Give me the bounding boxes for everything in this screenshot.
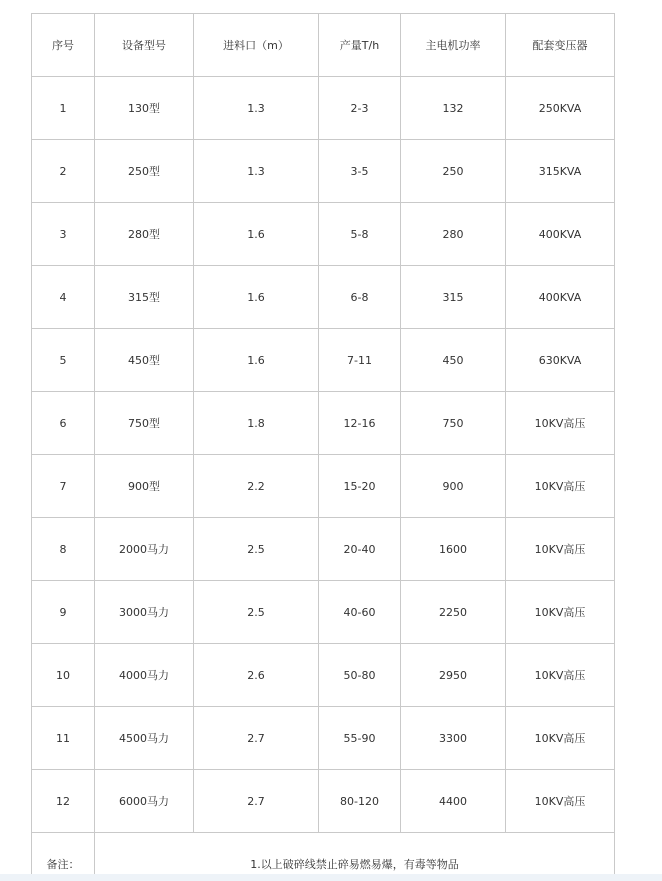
cell-output: 50-80 <box>319 644 401 707</box>
note-text: 1.以上破碎线禁止碎易燃易爆，有毒等物品 <box>95 833 615 881</box>
cell-index: 10 <box>32 644 95 707</box>
cell-motor-power: 280 <box>401 203 506 266</box>
cell-index: 11 <box>32 707 95 770</box>
cell-model: 450型 <box>95 329 194 392</box>
table-row <box>32 644 615 707</box>
table-row <box>32 77 615 140</box>
table-row <box>32 266 615 329</box>
cell-index: 9 <box>32 581 95 644</box>
header-motor-power: 主电机功率 <box>401 14 506 77</box>
cell-model: 250型 <box>95 140 194 203</box>
cell-feed-opening: 1.8 <box>194 392 319 455</box>
cell-model: 6000马力 <box>95 770 194 833</box>
cell-output: 3-5 <box>319 140 401 203</box>
cell-index: 1 <box>32 77 95 140</box>
cell-feed-opening: 2.5 <box>194 581 319 644</box>
cell-motor-power: 250 <box>401 140 506 203</box>
cell-output: 12-16 <box>319 392 401 455</box>
cell-transformer: 10KV高压 <box>506 455 615 518</box>
cell-index: 7 <box>32 455 95 518</box>
table-header-row <box>32 14 615 77</box>
cell-index: 5 <box>32 329 95 392</box>
table-row <box>32 581 615 644</box>
table-row <box>32 392 615 455</box>
cell-feed-opening: 1.3 <box>194 77 319 140</box>
cell-model: 280型 <box>95 203 194 266</box>
cell-model: 315型 <box>95 266 194 329</box>
table-row <box>32 329 615 392</box>
cell-model: 130型 <box>95 77 194 140</box>
header-model: 设备型号 <box>95 14 194 77</box>
cell-output: 80-120 <box>319 770 401 833</box>
table-row <box>32 770 615 833</box>
cell-motor-power: 4400 <box>401 770 506 833</box>
cell-motor-power: 1600 <box>401 518 506 581</box>
cell-model: 750型 <box>95 392 194 455</box>
cell-feed-opening: 2.5 <box>194 518 319 581</box>
cell-feed-opening: 2.6 <box>194 644 319 707</box>
cell-motor-power: 3300 <box>401 707 506 770</box>
cell-output: 7-11 <box>319 329 401 392</box>
cell-output: 20-40 <box>319 518 401 581</box>
cell-transformer: 315KVA <box>506 140 615 203</box>
cell-feed-opening: 2.7 <box>194 770 319 833</box>
table-row <box>32 707 615 770</box>
bottom-strip <box>0 874 662 881</box>
header-transformer: 配套变压器 <box>506 14 615 77</box>
cell-feed-opening: 1.3 <box>194 140 319 203</box>
table-row <box>32 203 615 266</box>
cell-index: 6 <box>32 392 95 455</box>
cell-motor-power: 132 <box>401 77 506 140</box>
cell-feed-opening: 1.6 <box>194 203 319 266</box>
cell-output: 15-20 <box>319 455 401 518</box>
cell-motor-power: 315 <box>401 266 506 329</box>
cell-output: 2-3 <box>319 77 401 140</box>
cell-model: 900型 <box>95 455 194 518</box>
cell-transformer: 10KV高压 <box>506 770 615 833</box>
cell-transformer: 630KVA <box>506 329 615 392</box>
spec-table <box>31 13 615 881</box>
cell-index: 2 <box>32 140 95 203</box>
cell-index: 8 <box>32 518 95 581</box>
cell-output: 55-90 <box>319 707 401 770</box>
cell-feed-opening: 2.7 <box>194 707 319 770</box>
header-index: 序号 <box>32 14 95 77</box>
cell-transformer: 250KVA <box>506 77 615 140</box>
cell-motor-power: 2250 <box>401 581 506 644</box>
cell-index: 12 <box>32 770 95 833</box>
cell-transformer: 400KVA <box>506 203 615 266</box>
cell-feed-opening: 1.6 <box>194 266 319 329</box>
header-output: 产量T/h <box>319 14 401 77</box>
cell-output: 5-8 <box>319 203 401 266</box>
cell-transformer: 10KV高压 <box>506 392 615 455</box>
cell-motor-power: 450 <box>401 329 506 392</box>
cell-motor-power: 2950 <box>401 644 506 707</box>
note-label: 备注： <box>32 833 95 881</box>
table-row <box>32 455 615 518</box>
cell-feed-opening: 2.2 <box>194 455 319 518</box>
cell-transformer: 10KV高压 <box>506 707 615 770</box>
cell-model: 3000马力 <box>95 581 194 644</box>
cell-transformer: 10KV高压 <box>506 644 615 707</box>
cell-feed-opening: 1.6 <box>194 329 319 392</box>
cell-output: 6-8 <box>319 266 401 329</box>
cell-index: 4 <box>32 266 95 329</box>
cell-model: 4000马力 <box>95 644 194 707</box>
cell-transformer: 10KV高压 <box>506 518 615 581</box>
cell-transformer: 10KV高压 <box>506 581 615 644</box>
table-row <box>32 140 615 203</box>
cell-model: 2000马力 <box>95 518 194 581</box>
header-feed-opening: 进料口（m） <box>194 14 319 77</box>
cell-motor-power: 900 <box>401 455 506 518</box>
cell-model: 4500马力 <box>95 707 194 770</box>
cell-motor-power: 750 <box>401 392 506 455</box>
cell-output: 40-60 <box>319 581 401 644</box>
cell-index: 3 <box>32 203 95 266</box>
cell-transformer: 400KVA <box>506 266 615 329</box>
table-row <box>32 518 615 581</box>
table-body <box>32 77 615 881</box>
